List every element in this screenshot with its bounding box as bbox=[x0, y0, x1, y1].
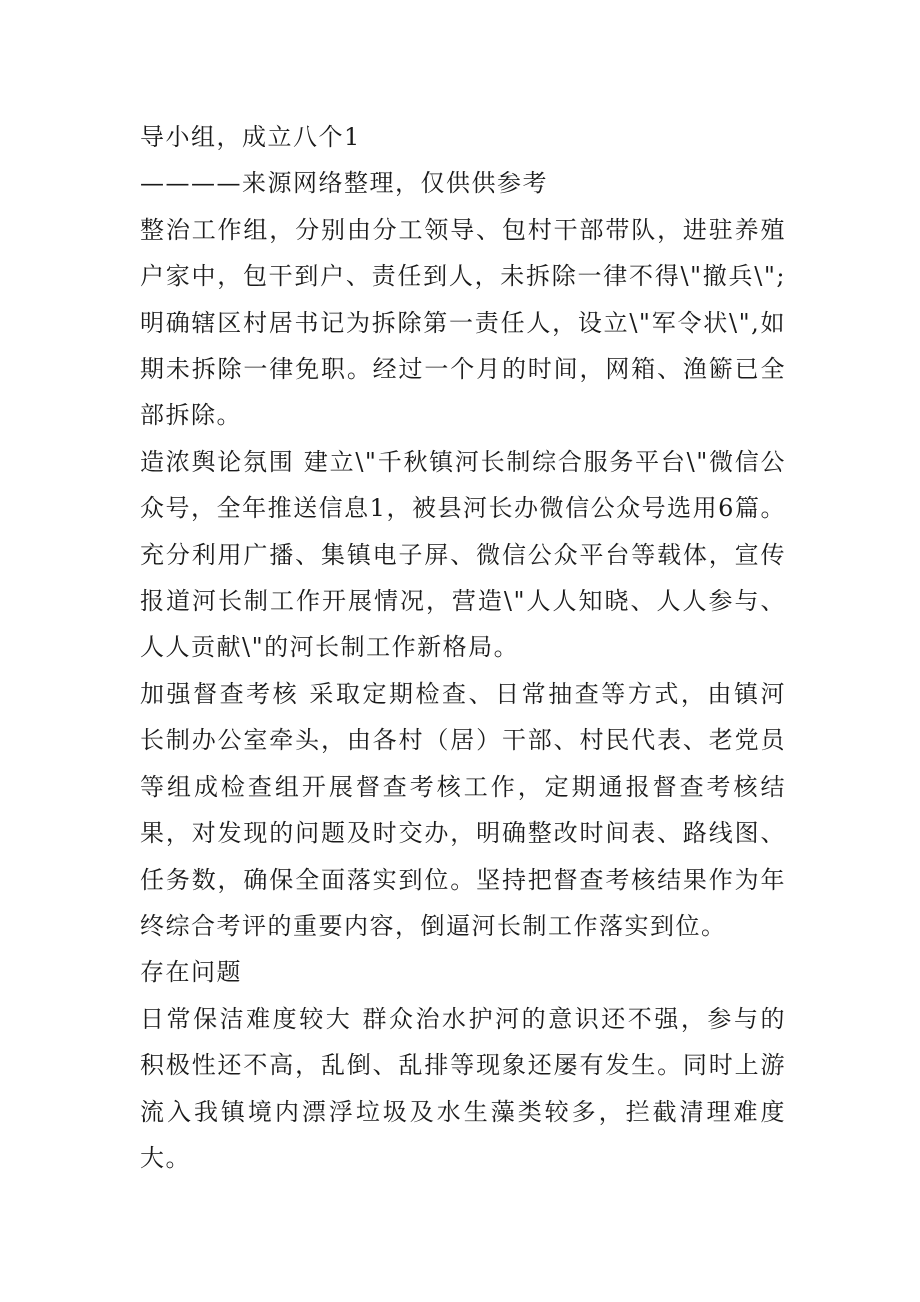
paragraph-supervision: 加强督查考核 采取定期检查、日常抽查等方式，由镇河长制办公室牵头，由各村（居）干部、村民代表、老党员等组成检查组开展督查考核工作，定期通报督查考核结果，对发现的问题及时交办，明确整改时间表、路线图、任务数，确保全面落实到位。坚持把督查考核结果作为年终综合考评的重要内容，倒逼河长制工作落实到位。 bbox=[140, 679, 786, 940]
paragraph-public-opinion: 造浓舆论氛围 建立\"千秋镇河长制综合服务平台\"微信公众号，全年推送信息1，被县河长办微信公众号选用6篇。充分利用广播、集镇电子屏、微信公众平台等载体，宣传报道河长制工作开展情况，营造\"人人知晓、人人参与、人人贡献\"的河长制工作新格局。 bbox=[140, 447, 786, 662]
paragraph-cleaning-difficulty: 日常保洁难度较大 群众治水护河的意识还不强，参与的积极性还不高，乱倒、乱排等现象还屡有发生。同时上游流入我镇境内漂浮垃圾及水生藻类较多，拦截清理难度大。 bbox=[140, 1004, 786, 1172]
document-body bbox=[140, 114, 786, 1181]
paragraph-rectification-group: 整治工作组，分别由分工领导、包村干部带队，进驻养殖户家中，包干到户、责任到人，未拆除一律不得\"撤兵\";明确辖区村居书记为拆除第一责任人，设立\"军令状\",如期未拆除一律免职。经过一个月的时间，网箱、渔簖已全部拆除。 bbox=[140, 215, 786, 430]
source-note: ————来源网络整理，仅供供参考 bbox=[140, 169, 548, 198]
section-heading-problems: 存在问题 bbox=[140, 958, 242, 987]
paragraph-heading-fragment: 导小组，成立八个1 bbox=[140, 123, 361, 151]
